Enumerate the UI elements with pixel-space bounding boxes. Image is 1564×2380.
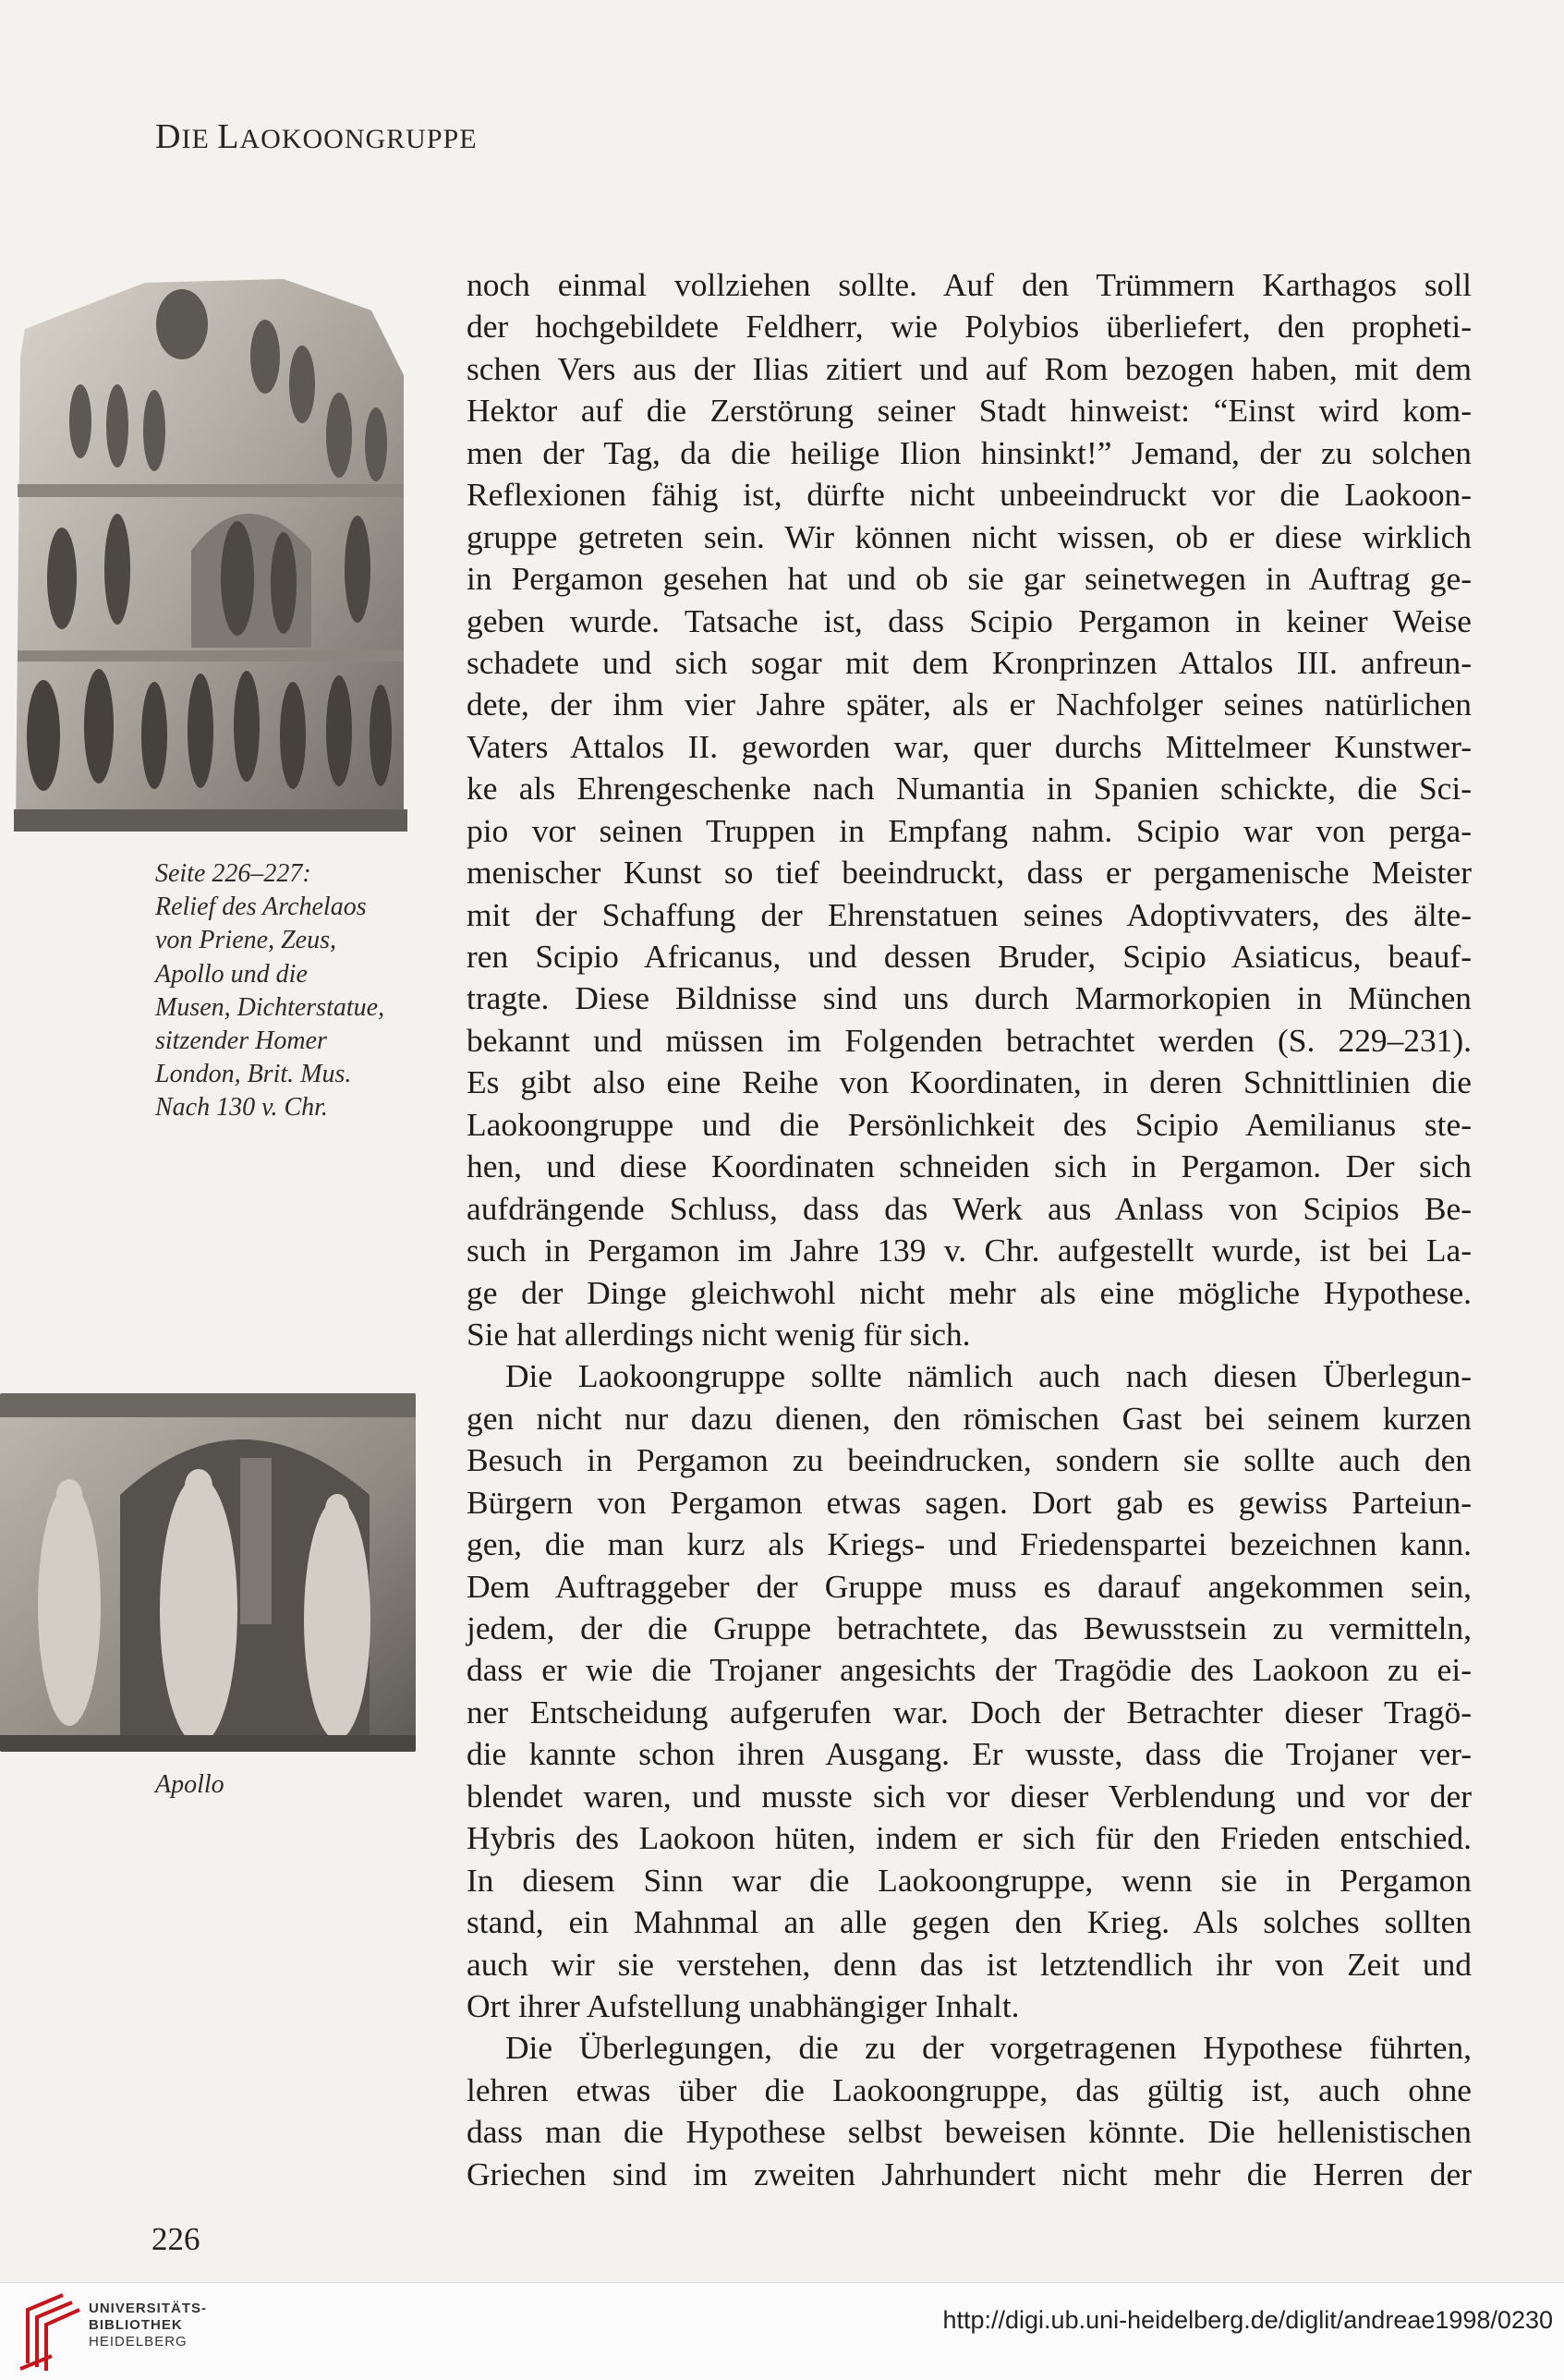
text-line: jedem, der die Gruppe betrachtete, das Bewusstsein zu vermitteln, [467,1609,1472,1646]
text-line: Hybris des Laokoon hüten, indem er sich für den Frieden entschied. [467,1819,1472,1857]
page-number: 226 [152,2221,200,2257]
text-line: such in Pergamon im Jahre 139 v. Chr. aufgestellt wurde, ist bei La- [467,1232,1472,1269]
text-line: Besuch in Pergamon zu beeindrucken, sondern sie sollte auch den [467,1441,1472,1479]
text-line: Ort ihrer Aufstellung unabhängiger Inhalt. [467,1986,1020,2024]
relief-archelaos-image [6,273,418,837]
text-line: lehren etwas über die Laokoongruppe, das gültig ist, auch ohne [467,2070,1472,2108]
text-line: ren Scipio Africanus, und dessen Bruder, Scipio Asiaticus, beauf- [467,938,1472,975]
text-line: Dem Auftraggeber der Gruppe muss es darauf angekommen sein, [467,1567,1472,1605]
text-line: Laokoongruppe und die Persönlichkeit des Scipio Aemilianus ste- [467,1105,1472,1143]
text-line: Bürgern von Pergamon etwas sagen. Dort gab es gewiss Parteiun- [467,1483,1472,1521]
text-line: Vaters Attalos II. geworden war, quer durchs Mittelmeer Kunstwer- [467,727,1472,765]
library-name-line: UNIVERSITÄTS- [89,2301,208,2316]
library-name-line: BIBLIOTHEK [89,2317,183,2333]
text-line: mit der Schaffung der Ehrenstatuen seines Adoptivvaters, des älte- [467,895,1472,933]
header-word: AOKOONGRUPPE [239,124,478,154]
caption-line: Nach 130 v. Chr. [155,1093,328,1123]
text-line: Griechen sind im zweiten Jahrhundert nicht mehr die Herren der [467,2155,1472,2192]
text-line: in Pergamon gesehen hat und ob sie gar seinetwegen in Auftrag ge- [467,560,1472,598]
text-line: bekannt und müssen im Folgenden betrachtet werden (S. 229–231). [467,1021,1472,1059]
text-line: gruppe getreten sein. Wir können nicht wissen, ob er diese wirklich [467,517,1472,555]
text-line: schadete und sich sogar mit dem Kronprinzen Attalos III. anfreun- [467,643,1472,681]
source-url-link[interactable]: http://digi.ub.uni-heidelberg.de/diglit/andreae1998/0230 [942,2306,1553,2334]
text-line: blendet waren, und musste sich vor dieser Verblendung und vor der [467,1777,1472,1815]
text-line: dass man die Hypothese selbst beweisen könnte. Die hellenistischen [467,2113,1472,2151]
text-line: ke als Ehrengeschenke nach Numantia in Spanien schickte, die Sci- [467,770,1472,808]
text-line: dete, der ihm vier Jahre später, als er Nachfolger seines natürlichen [467,686,1472,723]
running-header [155,116,478,157]
text-line: Die Laokoongruppe sollte nämlich auch nach diesen Überlegun- [505,1357,1472,1395]
text-line: gen nicht nur dazu dienen, den römischen Gast bei seinem kurzen [467,1399,1472,1437]
text-line: dass er wie die Trojaner angesichts der Tragödie des Laokoon zu ei- [467,1651,1472,1689]
relief-apollo-detail-image [0,1393,416,1752]
header-initial: L [217,117,240,156]
caption-line: von Priene, Zeus, [155,926,336,955]
text-line: Reflexionen fähig ist, dürfte nicht unbeeindruckt vor die Laokoon- [467,476,1472,514]
text-line: menischer Kunst so tief beeindruckt, dass er pergamenische Meister [467,854,1472,892]
library-name-line: HEIDELBERG [89,2334,188,2350]
text-line: stand, ein Mahnmal an alle gegen den Krieg. Als solches sollten [467,1903,1472,1941]
text-line: tragte. Diese Bildnisse sind uns durch Marmorkopien in München [467,979,1472,1017]
text-line: auch wir sie verstehen, denn das ist letztendlich ihr von Zeit und [467,1945,1472,1983]
header-initial: D [155,117,182,156]
text-line: pio vor seinen Truppen in Empfang nahm. Scipio war von perga- [467,811,1472,849]
text-line: ge der Dinge gleichwohl nicht mehr als eine mögliche Hypothese. [467,1273,1472,1311]
text-line: men der Tag, da die heilige Ilion hinsinkt!” Jemand, der zu solchen [467,433,1472,471]
caption-line: Relief des Archelaos [155,892,367,922]
figure-caption-apollo [155,1768,423,1802]
text-line: hen, und diese Koordinaten schneiden sich in Pergamon. Der sich [467,1148,1472,1185]
text-line: In diesem Sinn war die Laokoongruppe, wenn sie in Pergamon [467,1861,1472,1899]
caption-line: London, Brit. Mus. [155,1060,352,1089]
text-line: gen, die man kurz als Kriegs- und Friedenspartei bezeichnen kann. [467,1525,1472,1563]
caption-line: sitzender Homer [155,1026,327,1056]
text-line: Es gibt also eine Reihe von Koordinaten, in deren Schnittlinien die [467,1063,1472,1101]
text-line: Sie hat allerdings nicht wenig für sich. [467,1315,971,1353]
text-line: schen Vers aus der Ilias zitiert und auf Rom bezogen haben, mit dem [467,349,1472,387]
text-line: Die Überlegungen, die zu der vorgetragenen Hypothese führten, [505,2029,1472,2067]
caption-line: Musen, Dichterstatue, [155,992,385,1022]
body-text [467,264,1472,2195]
text-line: der hochgebildete Feldherr, wie Polybios überliefert, den propheti- [467,308,1472,346]
library-logo-icon [17,2289,83,2373]
caption-line: Seite 226–227: [155,859,311,888]
library-name [89,2301,207,2350]
figure-caption-relief [155,857,423,1125]
header-word: IE [181,124,218,154]
text-line: noch einmal vollziehen sollte. Auf den Trümmern Karthagos soll [467,266,1472,303]
text-line: Hektor auf die Zerstörung seiner Stadt hinweist: “Einst wird kom- [467,392,1472,430]
text-line: geben wurde. Tatsache ist, dass Scipio Pergamon in keiner Weise [467,601,1472,639]
caption-line: Apollo und die [155,959,308,989]
text-line: ner Entscheidung aufgerufen war. Doch der Betrachter dieser Tragö- [467,1693,1472,1730]
caption-line: Apollo [155,1770,224,1799]
text-line: die kannte schon ihren Ausgang. Er wusste, dass die Trojaner ver- [467,1735,1472,1773]
text-line: aufdrängende Schluss, dass das Werk aus Anlass von Scipios Be- [467,1189,1472,1227]
